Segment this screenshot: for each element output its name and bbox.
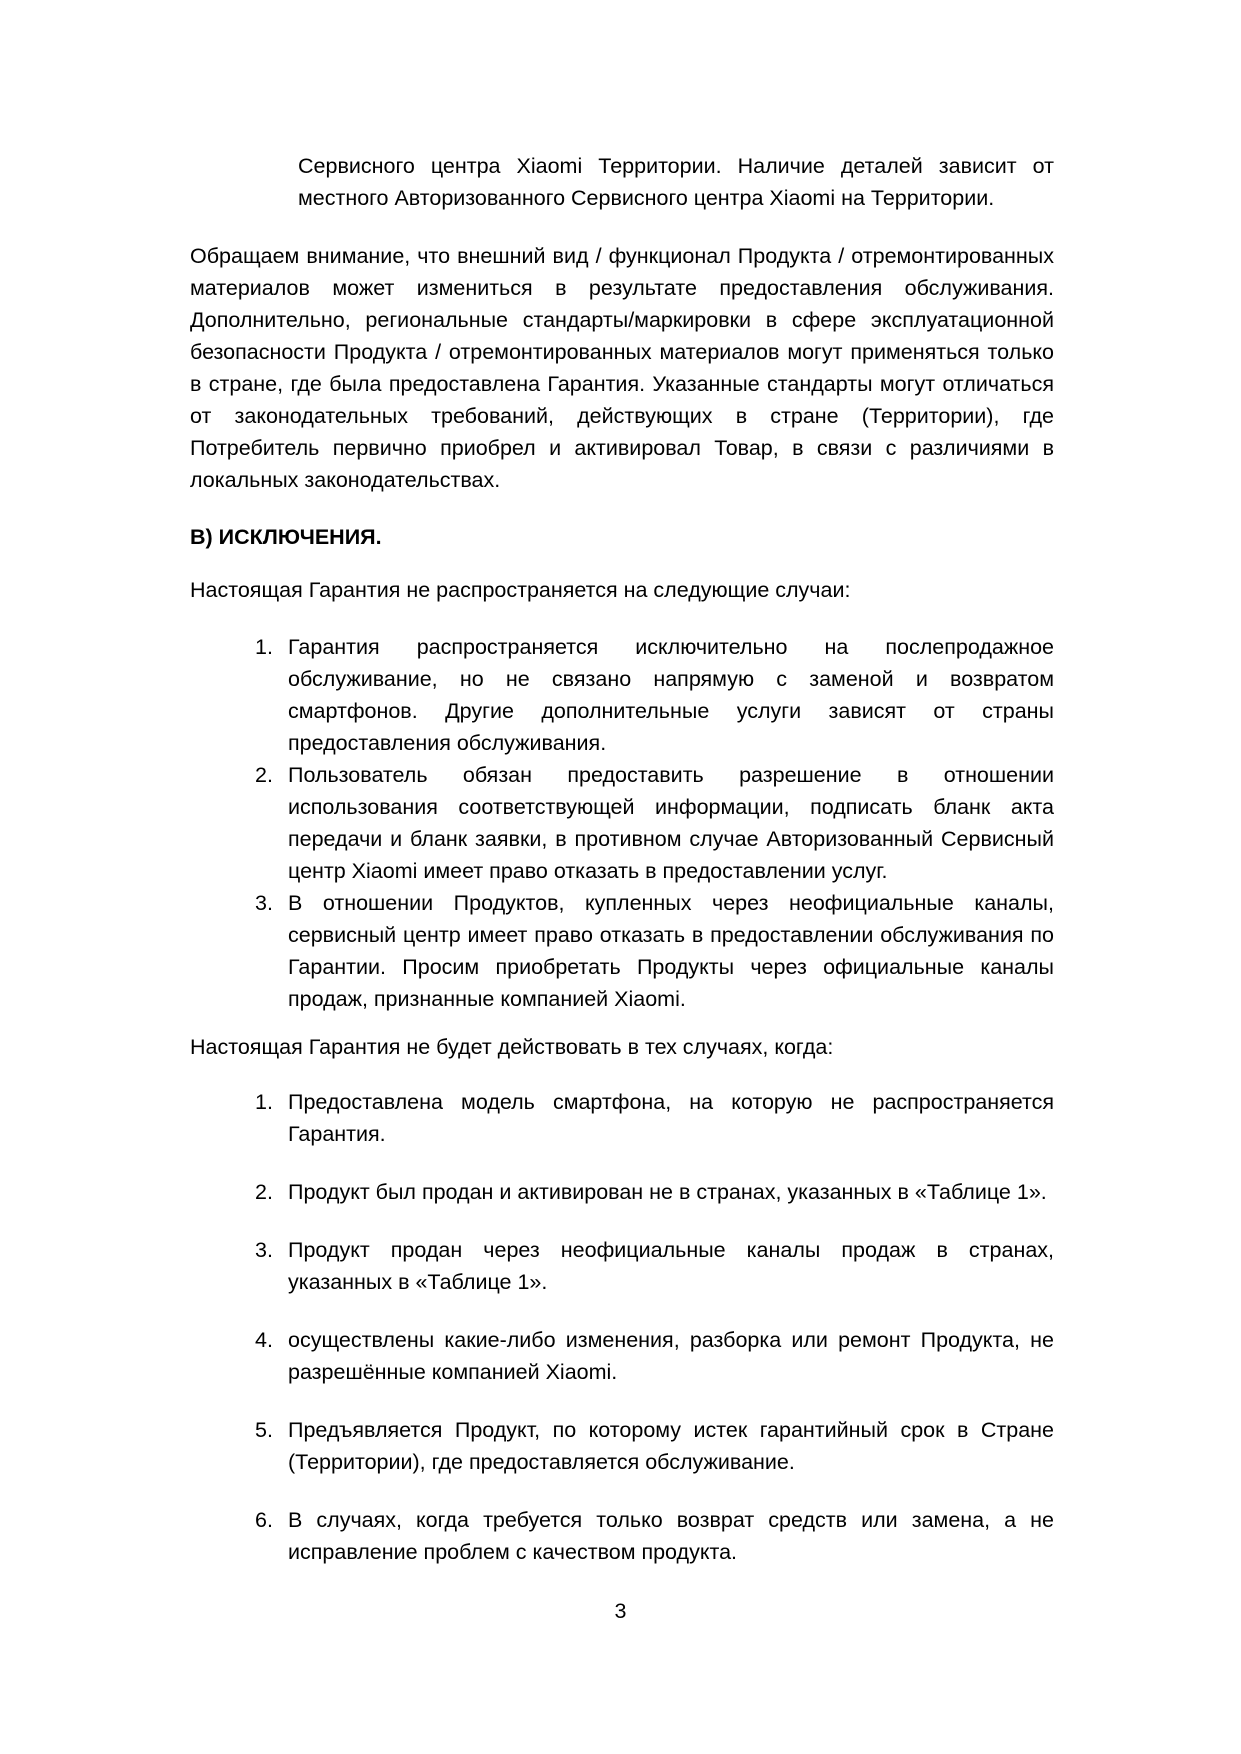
list-item — [190, 887, 1054, 1015]
list-item-text: осуществлены какие-либо изменения, разборка или ремонт Продукта, не разрешённые компанией Xiaomi. — [288, 1328, 1054, 1384]
list-item-number: 4. — [255, 1328, 273, 1352]
list-item — [190, 1414, 1054, 1478]
list-item-number: 2. — [255, 763, 273, 787]
exclusions-list — [190, 631, 1054, 1015]
list-item-text: В отношении Продуктов, купленных через неофициальные каналы, сервисный центр имеет право отказать в предоставлении обслуживания по Гарантии. Просим приобретать Продукты через официальные каналы продаж, признанные компанией Xiaomi. — [288, 891, 1054, 1011]
list-item-text: Предоставлена модель смартфона, на которую не распространяется Гарантия. — [288, 1090, 1054, 1146]
notice-paragraph: Обращаем внимание, что внешний вид / функционал Продукта / отремонтированных материалов может измениться в результате предоставления обслуживания. Дополнительно, региональные стандарты/маркировки в сфере эксплуатационной безопасности Продукта / отремонтированных материалов могут применяться только в стране, где была предоставлена Гарантия. Указанные стандарты могут отличаться от законодательных требований, действующих в стране (Территории), где Потребитель первично приобрел и активировал Товар, в связи с различиями в локальных законодательствах. — [190, 244, 1054, 492]
list-item — [190, 1086, 1054, 1150]
list-item-number: 6. — [255, 1508, 273, 1532]
list-item-text: В случаях, когда требуется только возврат средств или замена, а не исправление проблем с качеством продукта. — [288, 1508, 1054, 1564]
list-item-text: Гарантия распространяется исключительно на послепродажное обслуживание, но не связано напрямую с заменой и возвратом смартфонов. Другие дополнительные услуги зависят от страны предоставления обслуживания. — [288, 635, 1054, 755]
list-item-text: Продукт продан через неофициальные каналы продаж в странах, указанных в «Таблице 1». — [288, 1238, 1054, 1294]
section-heading: В) ИСКЛЮЧЕНИЯ. — [190, 525, 382, 549]
exclusions-intro: Настоящая Гарантия не распространяется на следующие случаи: — [190, 578, 851, 602]
list-item-number: 1. — [255, 635, 273, 659]
list-item-number: 2. — [255, 1180, 273, 1204]
list-item-text: Продукт был продан и активирован не в странах, указанных в «Таблице 1». — [288, 1180, 1047, 1204]
page-number: 3 — [614, 1599, 627, 1623]
list-item-text: Предъявляется Продукт, по которому истек гарантийный срок в Стране (Территории), где предоставляется обслуживание. — [288, 1418, 1054, 1474]
list-item — [190, 1176, 1054, 1208]
list-item-number: 5. — [255, 1418, 273, 1442]
list-item-number: 3. — [255, 891, 273, 915]
page-content — [190, 150, 1054, 1594]
list-item — [190, 1504, 1054, 1568]
continued-paragraph: Сервисного центра Xiaomi Территории. Наличие деталей зависит от местного Авторизованного Сервисного центра Xiaomi на Территории. — [298, 154, 1054, 210]
list-item — [190, 759, 1054, 887]
list-item — [190, 631, 1054, 759]
list-item-text: Пользователь обязан предоставить разрешение в отношении использования соответствующей информации, подписать бланк акта передачи и бланк заявки, в противном случае Авторизованный Сервисный центр Xiaomi имеет право отказать в предоставлении услуг. — [288, 763, 1054, 883]
list-item-number: 3. — [255, 1238, 273, 1262]
void-cases-intro: Настоящая Гарантия не будет действовать в тех случаях, когда: — [190, 1035, 834, 1059]
void-cases-list — [190, 1086, 1054, 1568]
list-item — [190, 1234, 1054, 1298]
list-item — [190, 1324, 1054, 1388]
list-item-number: 1. — [255, 1090, 273, 1114]
